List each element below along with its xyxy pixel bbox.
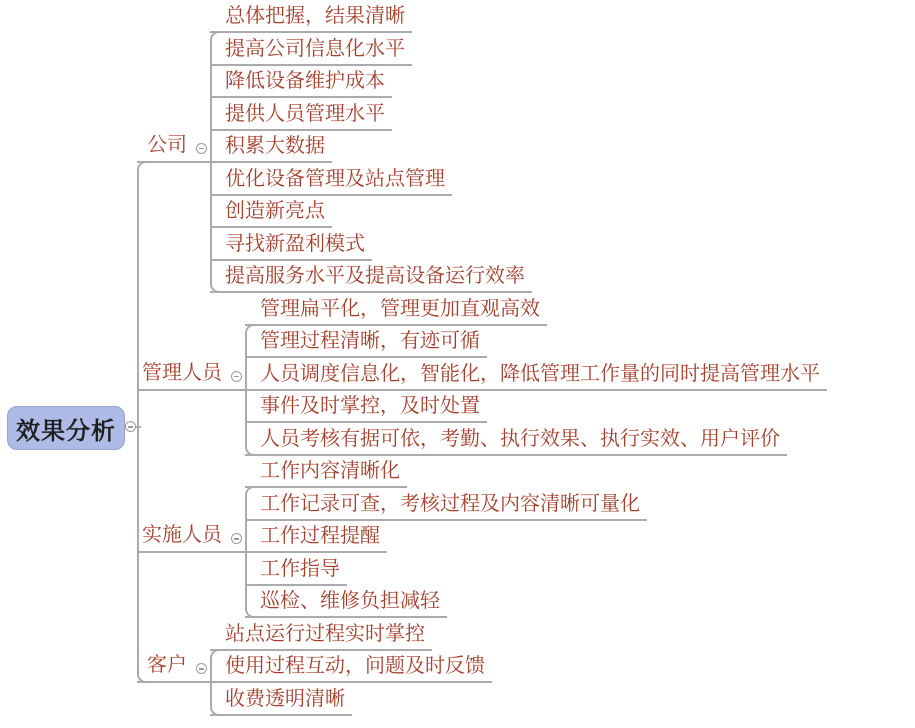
subtopic[interactable]: 寻找新盈利模式 xyxy=(210,234,372,261)
subtopic[interactable]: 管理扁平化，管理更加直观高效 xyxy=(245,299,547,326)
branch-topic-implementers[interactable] xyxy=(137,521,245,554)
subtopic[interactable]: 积累大数据 xyxy=(210,136,332,163)
subtopic[interactable]: 提供人员管理水平 xyxy=(210,104,392,131)
subtopic[interactable]: 降低设备维护成本 xyxy=(210,71,392,98)
subtopic[interactable]: 管理过程清晰，有迹可循 xyxy=(245,331,487,358)
subtopic-row xyxy=(210,618,492,651)
root-collapse-button[interactable] xyxy=(125,421,136,432)
branch-collapse-button[interactable] xyxy=(231,533,242,544)
subtopic[interactable]: 总体把握，结果清晰 xyxy=(210,6,412,33)
subtopic-group-company xyxy=(210,1,532,294)
branch-topic-customers[interactable] xyxy=(137,651,210,684)
subtopic[interactable]: 工作记录可查，考核过程及内容清晰可量化 xyxy=(245,494,647,521)
root-topic[interactable] xyxy=(7,406,125,450)
subtopic[interactable]: 工作指导 xyxy=(245,559,347,586)
subtopic-row xyxy=(210,651,492,684)
trunk-connector-line xyxy=(137,161,151,684)
subtopic[interactable]: 巡检、维修负担减轻 xyxy=(245,591,447,618)
subtopic-row xyxy=(245,326,827,359)
subtopic[interactable]: 站点运行过程实时掌控 xyxy=(210,624,432,651)
branch-collapse-button[interactable] xyxy=(196,663,207,674)
subtopic-row xyxy=(245,423,827,456)
subtopic[interactable]: 提高公司信息化水平 xyxy=(210,39,412,66)
subtopic[interactable]: 工作内容清晰化 xyxy=(245,461,407,488)
subtopic[interactable]: 优化设备管理及站点管理 xyxy=(210,169,452,196)
branch-collapse-button[interactable] xyxy=(196,143,207,154)
subtopic-group-managers xyxy=(245,293,827,456)
subtopic-row xyxy=(245,586,647,619)
subtopic-row xyxy=(245,488,647,521)
branch-collapse-button[interactable] xyxy=(231,371,242,382)
root-topic-label: 效果分析 xyxy=(16,417,116,445)
subtopic-row xyxy=(210,683,492,716)
subtopic[interactable]: 创造新亮点 xyxy=(210,201,332,228)
subtopic-row xyxy=(245,293,827,326)
subtopic-row xyxy=(210,1,532,34)
subtopic-row xyxy=(210,66,532,99)
subtopic[interactable]: 使用过程互动，问题及时反馈 xyxy=(210,656,492,683)
subtopic-row xyxy=(210,33,532,66)
subtopic[interactable]: 收费透明清晰 xyxy=(210,689,352,716)
branch-topic-label: 管理人员 xyxy=(142,361,222,384)
branch-topic-managers[interactable] xyxy=(137,358,245,391)
subtopic-row xyxy=(210,163,532,196)
subtopic[interactable]: 工作过程提醒 xyxy=(245,526,387,553)
subtopic-group-implementers xyxy=(245,456,647,619)
subtopic-row xyxy=(210,98,532,131)
subtopic-row xyxy=(245,358,827,391)
subtopic-row xyxy=(210,261,532,294)
branch-topic-company[interactable] xyxy=(137,130,210,163)
subtopic[interactable]: 人员调度信息化，智能化，降低管理工作量的同时提高管理水平 xyxy=(245,364,827,391)
subtopic-row xyxy=(245,456,647,489)
subtopic-row xyxy=(210,131,532,164)
subtopic-row xyxy=(210,228,532,261)
subtopic-row xyxy=(245,391,827,424)
subtopic-row xyxy=(245,521,647,554)
branch-topic-label: 客户 xyxy=(147,654,187,676)
branch-topic-label: 实施人员 xyxy=(142,524,222,546)
subtopic[interactable]: 事件及时掌控，及时处置 xyxy=(245,396,487,423)
subtopic[interactable]: 提高服务水平及提高设备运行效率 xyxy=(210,266,532,293)
subtopic-row xyxy=(210,196,532,229)
subtopic[interactable]: 人员考核有据可依，考勤、执行效果、执行实效、用户评价 xyxy=(245,429,787,456)
subtopic-group-customers xyxy=(210,618,492,716)
subtopic-row xyxy=(245,553,647,586)
branch-topic-label: 公司 xyxy=(147,133,187,156)
